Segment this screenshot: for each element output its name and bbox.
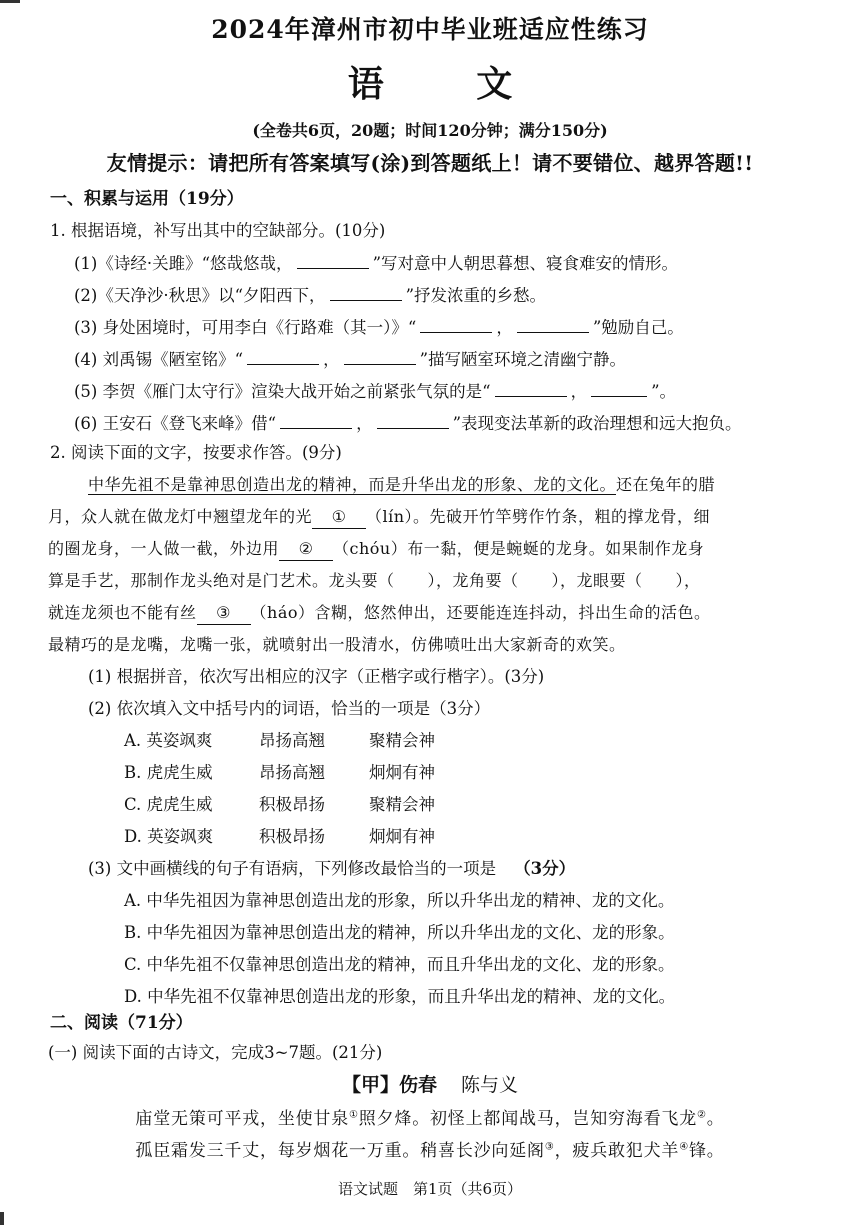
passage-line-2: 月，众人就在做龙灯中翘望龙年的光 ① （lín）。先破开竹竿劈作竹条，粗的撑龙骨，细 [48,506,710,529]
answer-blank [344,348,416,365]
footnote-mark: ② [697,1109,707,1121]
passage-line-6: 最精巧的是龙嘴，龙嘴一张，就喷射出一股清水，仿佛喷吐出大家新奇的欢笑。 [48,635,626,654]
sq3-score: （3分） [514,859,576,878]
subquestion-1: (1) 根据拼音，依次写出相应的汉字（正楷字或行楷字）。(3分) [88,667,545,686]
answer-blank [591,380,647,397]
q1-item-1: (1)《诗经·关雎》“悠哉悠哉， ”写对意中人朝思暮想、寝食难安的情形。 [74,254,678,273]
underlined-sentence: 中华先祖不是靠神思创造出龙的精神，而是升华出龙的形象、龙的文化。 [88,475,617,494]
section2-heading: 二、阅读（71分） [50,1013,193,1033]
answer-blank [420,316,492,333]
passage-line-5: 就连龙须也不能有丝 ③ （háo）含糊，悠然伸出，还要能连连抖动，抖出生命的活色。 [48,602,711,625]
q1-item-3: (3) 身处困境时，可用李白《行路难（其一）》“ ， ”勉励自己。 [74,318,684,337]
section1-heading: 一、积累与运用（19分） [50,189,244,209]
answer-blank [247,348,319,365]
subject-title: 语 文 [347,63,553,105]
footnote-mark: ④ [679,1141,689,1153]
footnote-mark: ③ [544,1141,555,1153]
answer-blank [297,252,369,269]
q1-item-5: (5) 李贺《雁门太守行》渲染大战开始之前紧张气氛的是“ ， ”。 [74,382,676,401]
passage-line-4: 算是手艺，那制作龙头绝对是门艺术。龙头要（ ），龙角要（ ），龙眼要（ ）， [48,571,701,590]
answer-blank [517,316,589,333]
sq3-option-d: D. 中华先祖不仅靠神思创造出龙的形象，而且升华出龙的精神、龙的文化。 [124,987,676,1006]
passage-line-1: 中华先祖不是靠神思创造出龙的精神，而是升华出龙的形象、龙的文化。还在兔年的腊 [88,475,716,494]
q1-item-4: (4) 刘禹锡《陋室铭》“ ， ”描写陋室环境之清幽宁静。 [74,350,626,369]
footnote-mark: ① [349,1109,359,1121]
scan-corner-mark [0,0,20,3]
q1-item-6: (6) 王安石《登飞来峰》借“ ， ”表现变法革新的政治理想和远大抱负。 [74,414,742,433]
subquestion-2: (2) 依次填入文中括号内的词语，恰当的一项是（3分） [88,699,491,718]
sq2-option-c: C. 虎虎生威 积极昂扬 聚精会神 [124,795,435,814]
sq2-option-a: A. 英姿飒爽 昂扬高翘 聚精会神 [124,731,435,750]
answer-blank [495,380,567,397]
pinyin-blank-3: ③ [197,602,251,625]
subquestion-3: (3) 文中画横线的句子有语病，下列修改最恰当的一项是 （3分） [88,859,576,878]
exam-info: (全卷共6页，20题；时间120分钟；满分150分) [252,121,608,140]
poem-line-1: 庙堂无策可平戎，坐使甘泉①照夕烽。初怪上都闻战马，岂知穷海看飞龙②。 [135,1109,725,1129]
poem-author: 陈与义 [461,1074,519,1096]
sq3-option-a: A. 中华先祖因为靠神思创造出龙的形象，所以升华出龙的精神、龙的文化。 [124,891,675,910]
q1-stem: 1. 根据语境，补写出其中的空缺部分。(10分) [50,221,386,240]
exam-title: 2024年漳州市初中毕业班适应性练习 [211,15,649,44]
sq3-option-b: B. 中华先祖因为靠神思创造出龙的精神，所以升华出龙的文化、龙的形象。 [124,923,675,942]
section2-sub-heading: (一) 阅读下面的古诗文，完成3~7题。(21分) [48,1043,383,1062]
sq2-option-b: B. 虎虎生威 昂扬高翘 炯炯有神 [124,763,435,782]
answer-blank [280,412,352,429]
scan-corner-mark-bottom [0,1212,4,1225]
q2-stem: 2. 阅读下面的文字，按要求作答。(9分) [50,443,342,462]
answer-blank [377,412,449,429]
answer-blank [330,284,402,301]
q1-item-2: (2)《天净沙·秋思》以“夕阳西下， ”抒发浓重的乡愁。 [74,286,546,305]
poem-line-2: 孤臣霜发三千丈，每岁烟花一万重。稍喜长沙向延阁③，疲兵敢犯犬羊④锋。 [135,1141,725,1161]
passage-line-3: 的圈龙身，一人做一截，外边用 ② （chóu）布一黏，便是蜿蜒的龙身。如果制作龙身 [48,538,704,561]
page-footer: 语文试题 第1页（共6页） [337,1180,523,1198]
pinyin-blank-1: ① [312,506,366,529]
poem-title: 【甲】伤春 陈与义 [341,1074,519,1096]
pinyin-blank-2: ② [279,538,333,561]
sq3-option-c: C. 中华先祖不仅靠神思创造出龙的精神，而且升华出龙的文化、龙的形象。 [124,955,675,974]
sq2-option-d: D. 英姿飒爽 积极昂扬 炯炯有神 [124,827,435,846]
friendly-tip: 友情提示：请把所有答案填写(涂)到答题纸上！请不要错位、越界答题!! [106,151,754,175]
